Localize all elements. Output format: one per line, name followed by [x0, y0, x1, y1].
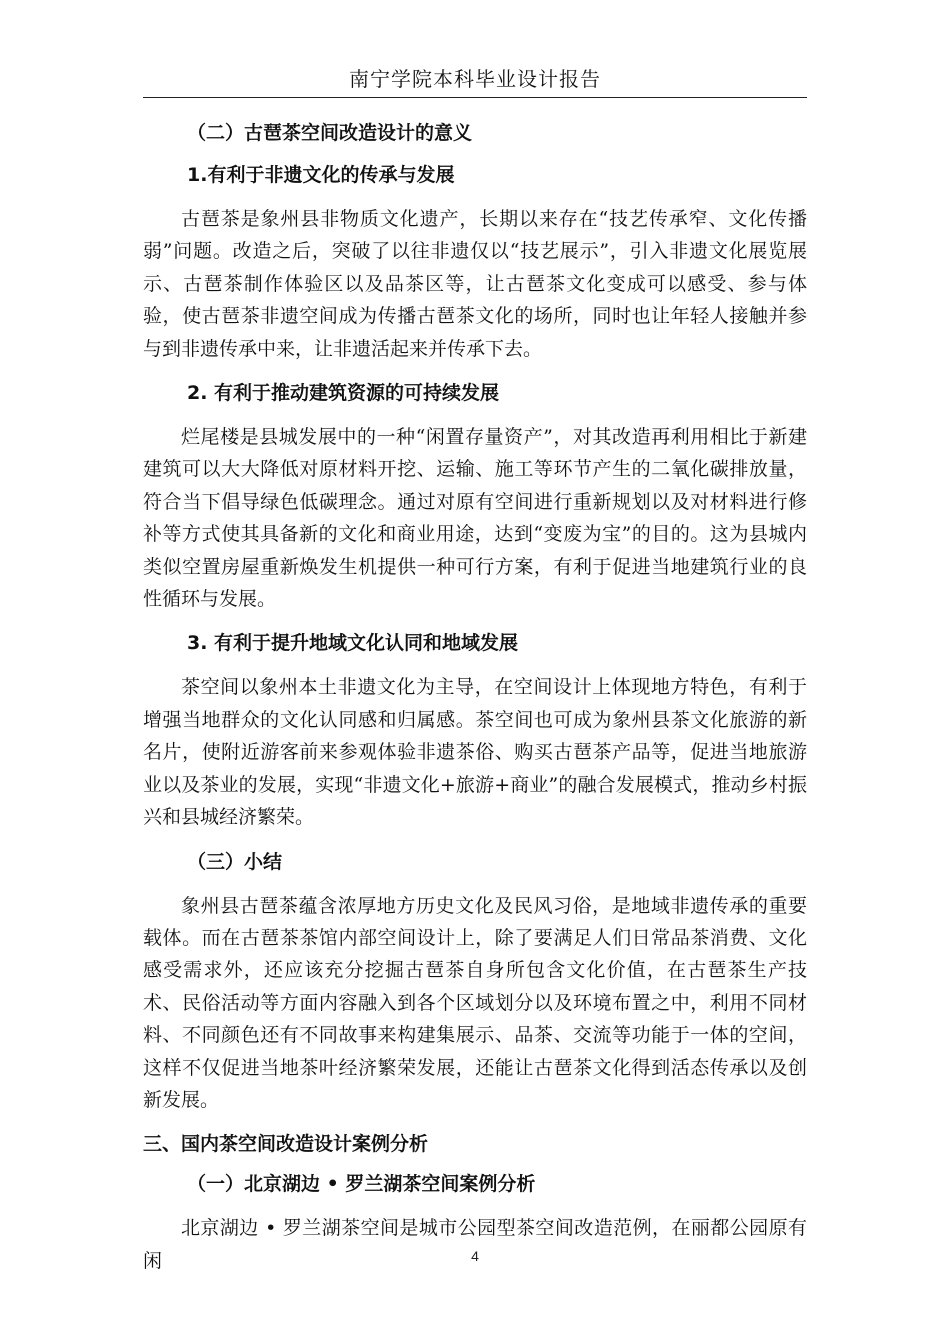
document-body — [143, 113, 807, 1277]
header-divider — [143, 97, 807, 98]
paragraph-sustainability: 烂尾楼是县城发展中的一种“闲置存量资产”，对其改造再利用相比于新建建筑可以大大降低对原材料开挖、运输、施工等环节产生的二氧化碳排放量，符合当下倡导绿色低碳理念。通过对原有空间进行重新规划以及对材料进行修补等方式使其具备新的文化和商业用途，达到“变废为宝”的目的。这为县城内类似空置房屋重新焕发生机提供一种可行方案，有利于促进当地建筑行业的良性循环与发展。 — [143, 426, 807, 611]
subsection-heading-regional: 3. 有利于提升地域文化认同和地域发展 — [187, 632, 519, 655]
page-header: 南宁学院本科毕业设计报告 — [349, 67, 601, 91]
paragraph-regional: 茶空间以象州本土非遗文化为主导，在空间设计上体现地方特色，有利于增强当地群众的文化认同感和归属感。茶空间也可成为象州县茶文化旅游的新名片，使附近游客前来参观体验非遗茶俗、购买古琶茶产品等，促进当地旅游业以及茶业的发展，实现“非遗文化+旅游+商业”的融合发展模式，推动乡村振兴和县城经济繁荣。 — [143, 676, 807, 829]
subsection-heading-heritage: 1.有利于非遗文化的传承与发展 — [187, 164, 455, 186]
paragraph-heritage: 古琶茶是象州县非物质文化遗产，长期以来存在“技艺传承窄、文化传播弱”问题。改造之后，突破了以往非遗仅以“技艺展示”，引入非遗文化展览展示、古琶茶制作体验区以及品茶区等，让古琶茶文化变成可以感受、参与体验，使古琶茶非遗空间成为传播古琶茶文化的场所，同时也让年轻人接触并参与到非遗传承中来，让非遗活起来并传承下去。 — [143, 208, 807, 360]
section-heading-beijing-case: （一）北京湖边 • 罗兰湖茶空间案例分析 — [187, 1173, 536, 1196]
section-heading-meaning: （二）古琶茶空间改造设计的意义 — [187, 122, 473, 144]
page-number: 4 — [471, 1248, 479, 1264]
subsection-heading-sustainability: 2. 有利于推动建筑资源的可持续发展 — [187, 382, 500, 405]
section-heading-summary: （三）小结 — [187, 850, 283, 873]
paragraph-summary: 象州县古琶茶蕴含浓厚地方历史文化及民风习俗，是地域非遗传承的重要载体。而在古琶茶茶馆内部空间设计上，除了要满足人们日常品茶消费、文化感受需求外，还应该充分挖掘古琶茶自身所包含文化价值，在古琶茶生产技术、民俗活动等方面内容融入到各个区域划分以及环境布置之中，利用不同材料、不同颜色还有不同故事来构建集展示、品茶、交流等功能于一体的空间，这样不仅促进当地茶叶经济繁荣发展，还能让古琶茶文化得到活态传承以及创新发展。 — [143, 894, 807, 1111]
paragraph-beijing-case: 北京湖边 • 罗兰湖茶空间是城市公园型茶空间改造范例，在丽都公园原有闲 — [143, 1217, 807, 1272]
chapter-heading-case-analysis: 三、国内茶空间改造设计案例分析 — [143, 1133, 429, 1156]
